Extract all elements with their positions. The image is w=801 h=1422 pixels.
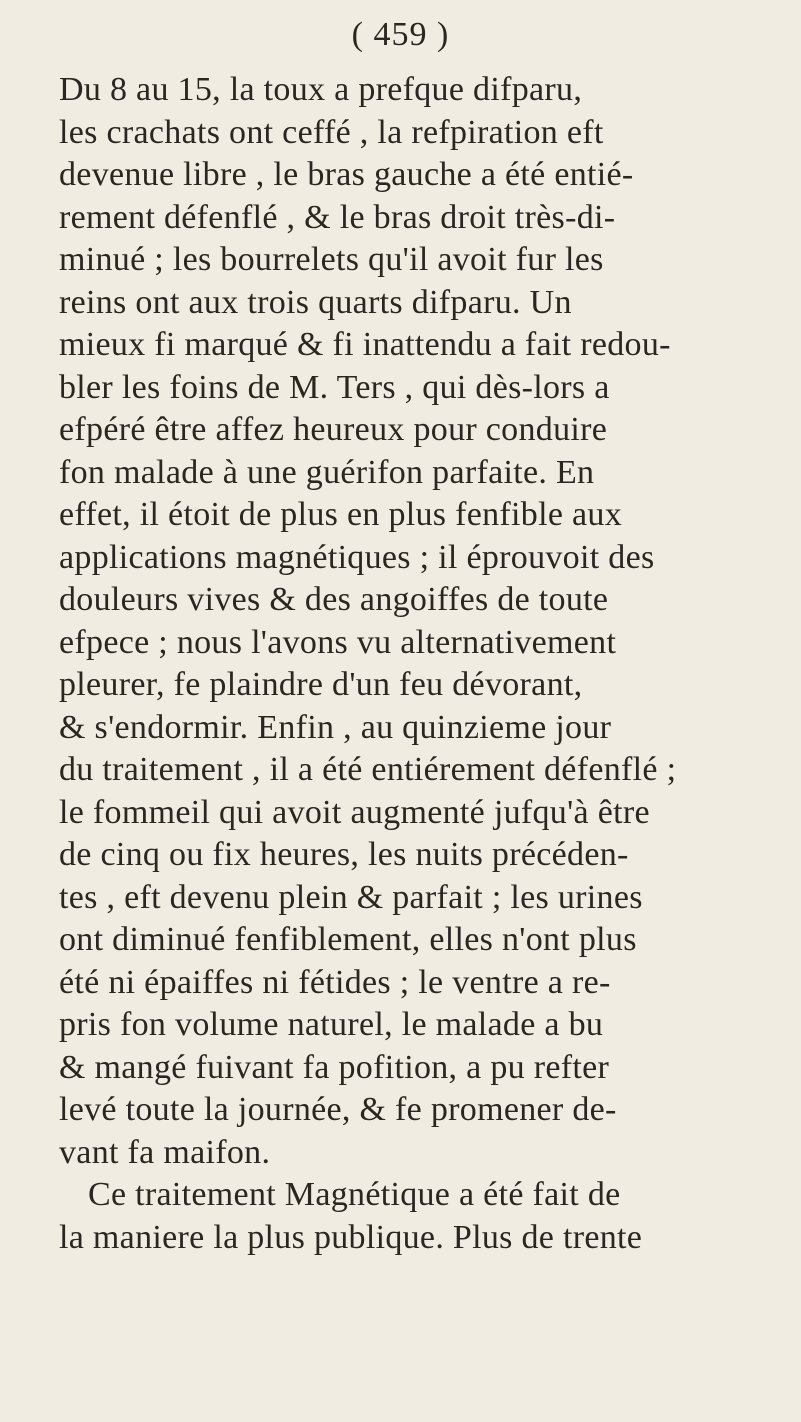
text-line: les crachats ont ceffé , la refpiration eft	[59, 113, 604, 151]
text-line: le fommeil qui avoit augmenté jufqu'à être	[59, 793, 650, 831]
text-line: reins ont aux trois quarts difparu. Un	[59, 283, 572, 321]
text-line: Du 8 au 15, la toux a prefque difparu,	[59, 71, 583, 108]
text-line: fon malade à une guérifon parfaite. En	[59, 453, 595, 491]
text-line: de cinq ou fix heures, les nuits précéden-	[59, 836, 629, 873]
text-line: devenue libre , le bras gauche a été entié-	[59, 156, 634, 193]
text-line: pris fon volume naturel, le malade a bu	[59, 1006, 604, 1043]
text-line: applications magnétiques ; il éprouvoit des	[59, 538, 655, 576]
text-line: pleurer, fe plaindre d'un feu dévorant,	[59, 666, 583, 703]
text-line: effet, il étoit de plus en plus fenfible aux	[59, 496, 623, 533]
text-line: bler les foins de M. Ters , qui dès-lors a	[59, 368, 610, 406]
text-line: vant fa maifon.	[59, 1133, 271, 1171]
text-line: douleurs vives & des angoiffes de toute	[59, 581, 609, 618]
text-line: du traitement , il a été entiérement défenflé ;	[59, 751, 677, 788]
text-line: minué ; les bourrelets qu'il avoit fur les	[59, 241, 604, 278]
text-line: mieux fi marqué & fi inattendu a fait redou-	[59, 326, 671, 363]
text-line: efpéré être affez heureux pour conduire	[59, 411, 608, 448]
text-line: la maniere la plus publique. Plus de trente	[59, 1218, 643, 1256]
text-line: ont diminué fenfiblement, elles n'ont plus	[59, 921, 637, 958]
text-line: efpece ; nous l'avons vu alternativement	[59, 623, 617, 661]
body-text	[59, 69, 759, 1259]
text-line: rement défenflé , & le bras droit très-di-	[59, 198, 616, 236]
text-line: levé toute la journée, & fe promener de-	[59, 1091, 617, 1128]
text-line: & s'endormir. Enfin , au quinzieme jour	[59, 708, 612, 746]
text-line: & mangé fuivant fa pofition, a pu refter	[59, 1048, 610, 1086]
text-line: tes , eft devenu plein & parfait ; les urines	[59, 878, 643, 916]
text-line: été ni épaiffes ni fétides ; le ventre a re-	[59, 963, 611, 1001]
paragraph-start-line: Ce traitement Magnétique a été fait de	[88, 1176, 621, 1213]
page-number: ( 459 )	[351, 16, 450, 53]
